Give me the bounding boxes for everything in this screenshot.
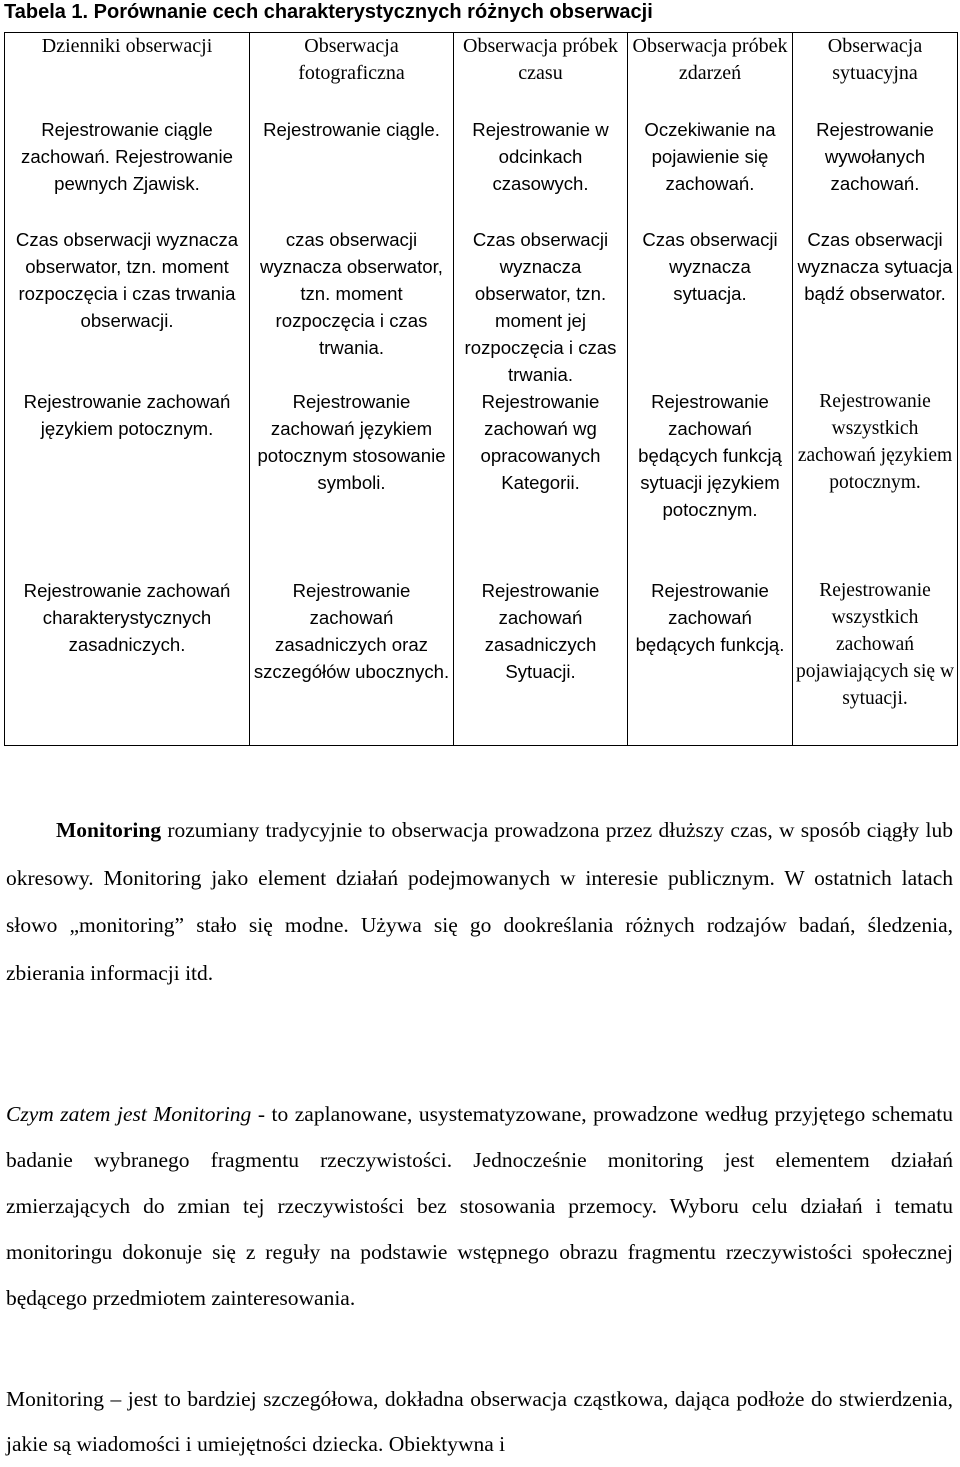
table-row (5, 226, 958, 388)
table-row (5, 388, 958, 577)
paragraph-body: rozumiany tradycyjnie to obserwacja prowadzona przez dłuższy czas, w sposób ciągły lub okresowy. Monitoring jako element działań podejmowanych w interesie publicznym. W ostatnich latach słowo „monitoring” stało się modne. Używa się go dookreślania różnych rodzajów badań, śledzenia, zbierania informacji itd. (6, 818, 953, 985)
table-row (5, 116, 958, 226)
header-cell: Obserwacja próbek czasu (454, 33, 628, 117)
table-cell: Rejestrowanie ciągle zachowań. Rejestrowanie pewnych Zjawisk. (5, 116, 250, 226)
table-cell: Rejestrowanie zachowań będących funkcją. (628, 577, 793, 746)
paragraph-lead-term: Monitoring (56, 818, 162, 842)
header-cell: Dzienniki obserwacji (5, 33, 250, 117)
table-header-row (5, 33, 958, 117)
table-cell: Czas obserwacji wyznacza obserwator, tzn. moment rozpoczęcia i czas trwania obserwacji. (5, 226, 250, 388)
table-cell: Czas obserwacji wyznacza obserwator, tzn. moment jej rozpoczęcia i czas trwania. (454, 226, 628, 388)
table-cell: Rejestrowanie zachowań zasadniczych Sytuacji. (454, 577, 628, 746)
table-cell: Rejestrowanie ciągle. (250, 116, 454, 226)
table-cell: Rejestrowanie wszystkich zachowań pojawiających się w sytuacji. (793, 577, 958, 746)
paragraph-monitoring-detail (6, 1377, 953, 1467)
paragraph-lead-question: Czym zatem jest Monitoring (6, 1102, 252, 1126)
table-cell: Rejestrowanie wywołanych zachowań. (793, 116, 958, 226)
table-caption: Tabela 1. Porównanie cech charakterystycznych różnych obserwacji (4, 1, 653, 23)
table-cell: Rejestrowanie zachowań zasadniczych oraz szczegółów ubocznych. (250, 577, 454, 746)
paragraph-monitoring-purpose (6, 1091, 953, 1321)
header-cell: Obserwacja fotograficzna (250, 33, 454, 117)
table-cell: Czas obserwacji wyznacza sytuacja bądź obserwator. (793, 226, 958, 388)
table-row (5, 577, 958, 746)
table-cell: Oczekiwanie na pojawienie się zachowań. (628, 116, 793, 226)
table-cell: Rejestrowanie w odcinkach czasowych. (454, 116, 628, 226)
table-cell: Rejestrowanie zachowań językiem potocznym. (5, 388, 250, 577)
table-cell: Rejestrowanie zachowań wg opracowanych Kategorii. (454, 388, 628, 577)
table-cell: Rejestrowanie wszystkich zachowań językiem potocznym. (793, 388, 958, 577)
comparison-table (4, 32, 958, 746)
table-cell: Rejestrowanie zachowań charakterystycznych zasadniczych. (5, 577, 250, 746)
paragraph-body: Monitoring – jest to bardziej szczegółowa, dokładna obserwacja cząstkowa, dająca podłoże do stwierdzenia, jakie są wiadomości i umiejętności dziecka. Obiektywna i (6, 1387, 953, 1456)
paragraph-monitoring-definition (6, 807, 953, 997)
paragraph-body: - to zaplanowane, usystematyzowane, prowadzone według przyjętego schematu badanie wybranego fragmentu rzeczywistości. Jednocześnie monitoring jest elementem działań zmierzających do zmian tej rzeczywistości bez stosowania przemocy. Wyboru celu działań i tematu monitoringu dokonuje się z reguły na podstawie wstępnego obrazu fragmentu rzeczywistości społecznej będącego przedmiotem zainteresowania. (6, 1102, 953, 1310)
table-cell: czas obserwacji wyznacza obserwator, tzn. moment rozpoczęcia i czas trwania. (250, 226, 454, 388)
table-cell: Rejestrowanie zachowań będących funkcją sytuacji językiem potocznym. (628, 388, 793, 577)
table-cell: Rejestrowanie zachowań językiem potocznym stosowanie symboli. (250, 388, 454, 577)
header-cell: Obserwacja sytuacyjna (793, 33, 958, 117)
table-cell: Czas obserwacji wyznacza sytuacja. (628, 226, 793, 388)
header-cell: Obserwacja próbek zdarzeń (628, 33, 793, 117)
